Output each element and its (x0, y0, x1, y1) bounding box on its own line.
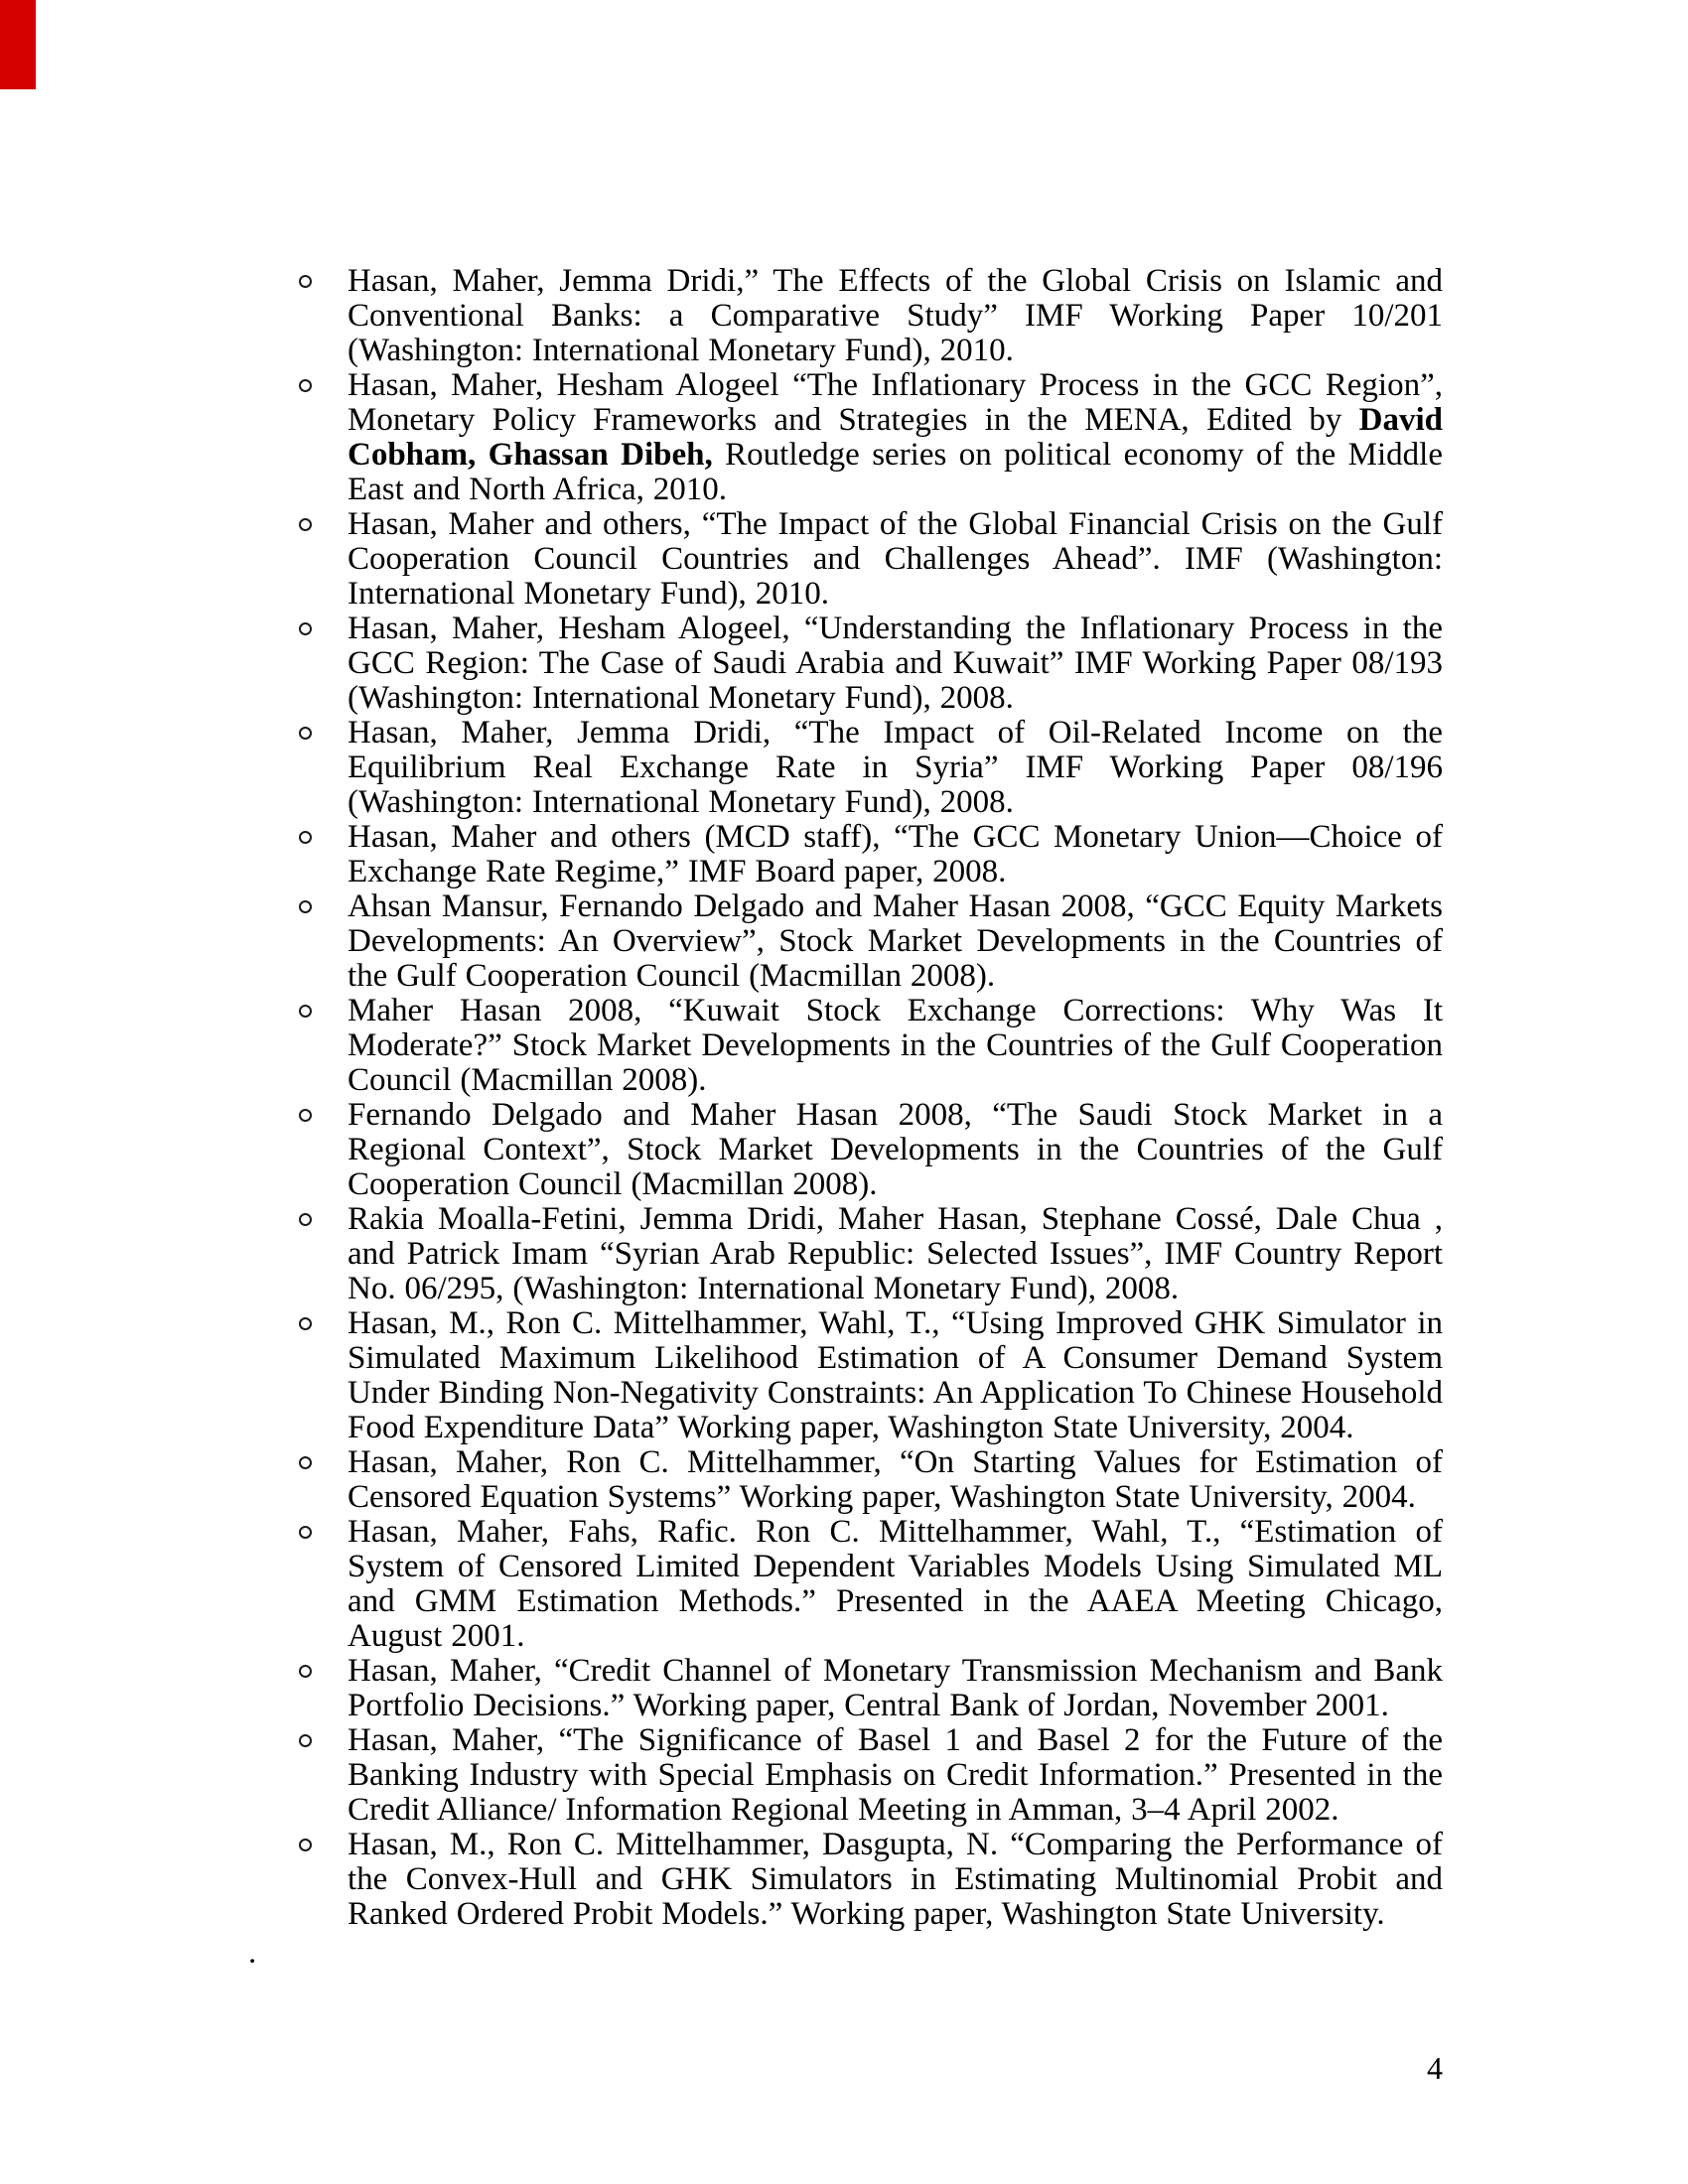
circle-bullet-icon (299, 900, 312, 913)
circle-bullet-icon (299, 1526, 312, 1539)
circle-bullet-icon (299, 1665, 312, 1678)
citation-text: Hasan, M., Ron C. Mittelhammer, Dasgupta, N. “Comparing the Performance of the Convex-Hull and GHK Simulators in Estimating Multinomial Probit and Ranked Ordered Probit Models.” Working paper, Washington State University. (348, 1827, 1443, 1932)
circle-bullet-icon (299, 1456, 312, 1469)
citation-text: Hasan, Maher, Ron C. Mittelhammer, “On Starting Values for Estimation of Censored Equation Systems” Working paper, Washington State University, 2004. (348, 1444, 1443, 1515)
circle-bullet-icon (299, 1005, 312, 1018)
list-item (296, 1445, 1443, 1515)
list-item (296, 1828, 1443, 1932)
citation-text: Hasan, Maher, Jemma Dridi, “The Impact of Oil-Related Income on the Equilibrium Real Exchange Rate in Syria” IMF Working Paper 08/196 (Washington: International Monetary Fund), 2008. (348, 715, 1443, 820)
list-item (296, 1202, 1443, 1306)
list-item (296, 1515, 1443, 1654)
citation-text: Fernando Delgado and Maher Hasan 2008, “The Saudi Stock Market in a Regional Context”, Stock Market Developments in the Countries of the Gulf Cooperation Council (Macmillan 2008). (348, 1097, 1443, 1202)
circle-bullet-icon (299, 1839, 312, 1851)
list-item (296, 264, 1443, 368)
list-item (296, 368, 1443, 507)
list-item (296, 1098, 1443, 1202)
citation-text: Hasan, M., Ron C. Mittelhammer, Wahl, T., “Using Improved GHK Simulator in Simulated Maximum Likelihood Estimation of A Consumer Demand System Under Binding Non-Negativity Constraints: An Application To Chinese Household Food Expenditure Data” Working paper, Washington State University, 2004. (348, 1305, 1443, 1445)
list-item (296, 820, 1443, 889)
list-item (296, 1723, 1443, 1828)
citation-text: Rakia Moalla-Fetini, Jemma Dridi, Maher Hasan, Stephane Cossé, Dale Chua , and Patrick Imam “Syrian Arab Republic: Selected Issues”, IMF Country Report No. 06/295, (Washington: International Monetary Fund), 2008. (348, 1201, 1443, 1306)
citation-text: Hasan, Maher, Hesham Alogeel, “Understanding the Inflationary Process in the GCC Region: The Case of Saudi Arabia and Kuwait” IMF Working Paper 08/193 (Washington: International Monetary Fund), 2008. (348, 611, 1443, 716)
citation-text: Hasan, Maher, Hesham Alogeel “The Inflationary Process in the GCC Region”, Monetary Policy Frameworks and Strategies in the MENA, Edited by David Cobham, Ghassan Dibeh, Routledge series on political economy of the Middle East and North Africa, 2010. (348, 367, 1443, 507)
citation-text: Hasan, Maher and others, “The Impact of the Global Financial Crisis on the Gulf Cooperation Council Countries and Challenges Ahead”. IMF (Washington: International Monetary Fund), 2010. (348, 506, 1443, 612)
circle-bullet-icon (299, 518, 312, 531)
circle-bullet-icon (299, 379, 312, 392)
citation-text: Hasan, Maher and others (MCD staff), “The GCC Monetary Union—Choice of Exchange Rate Regime,” IMF Board paper, 2008. (348, 819, 1443, 889)
list-item (296, 889, 1443, 994)
circle-bullet-icon (299, 1317, 312, 1330)
circle-bullet-icon (299, 831, 312, 844)
citation-text: Hasan, Maher, Fahs, Rafic. Ron C. Mittelhammer, Wahl, T., “Estimation of System of Censored Limited Dependent Variables Models Using Simulated ML and GMM Estimation Methods.” Presented in the AAEA Meeting Chicago, August 2001. (348, 1514, 1443, 1654)
page-number: 4 (1427, 2050, 1443, 2086)
stray-period-mark: . (248, 1935, 257, 1971)
list-item (296, 716, 1443, 820)
citation-text: Maher Hasan 2008, “Kuwait Stock Exchange Corrections: Why Was It Moderate?” Stock Market Developments in the Countries of the Gulf Cooperation Council (Macmillan 2008). (348, 993, 1443, 1098)
list-item (296, 507, 1443, 612)
list-item (296, 1306, 1443, 1445)
citation-text: Hasan, Maher, “The Significance of Basel 1 and Basel 2 for the Future of the Banking Industry with Special Emphasis on Credit Information.” Presented in the Credit Alliance/ Information Regional Meeting in Amman, 3–4 April 2002. (348, 1722, 1443, 1828)
circle-bullet-icon (299, 1109, 312, 1122)
circle-bullet-icon (299, 622, 312, 635)
citation-text: Ahsan Mansur, Fernando Delgado and Maher Hasan 2008, “GCC Equity Markets Developments: An Overview”, Stock Market Developments in the Countries of the Gulf Cooperation Council (Macmillan 2008). (348, 888, 1443, 994)
list-item (296, 612, 1443, 716)
red-corner-marker (0, 0, 36, 89)
circle-bullet-icon (299, 1213, 312, 1226)
citation-text: Hasan, Maher, “Credit Channel of Monetary Transmission Mechanism and Bank Portfolio Decisions.” Working paper, Central Bank of Jordan, November 2001. (348, 1653, 1443, 1723)
circle-bullet-icon (299, 275, 312, 288)
citation-text: Hasan, Maher, Jemma Dridi,” The Effects of the Global Crisis on Islamic and Conventional Banks: a Comparative Study” IMF Working Paper 10/201 (Washington: International Monetary Fund), 2010. (348, 263, 1443, 368)
circle-bullet-icon (299, 1734, 312, 1747)
publication-list (296, 264, 1443, 1932)
list-item (296, 1654, 1443, 1723)
circle-bullet-icon (299, 727, 312, 740)
list-item (296, 994, 1443, 1098)
